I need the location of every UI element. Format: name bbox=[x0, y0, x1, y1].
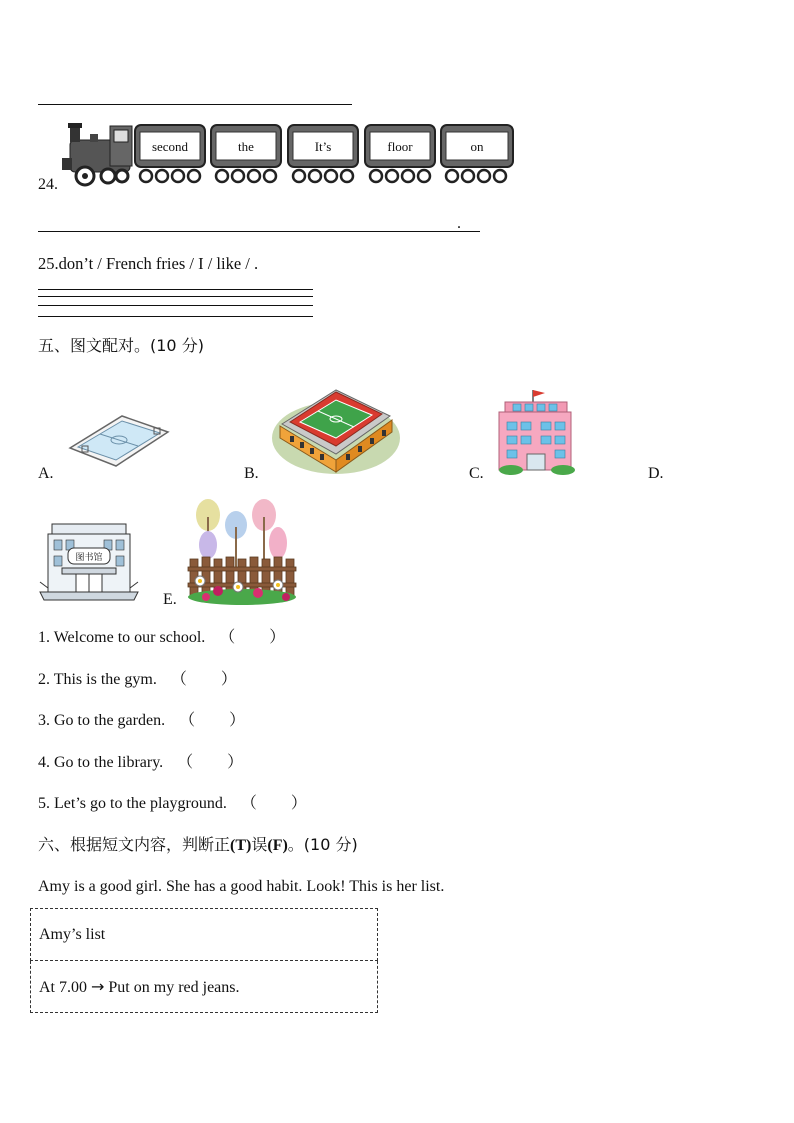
car-word-5: on bbox=[470, 139, 484, 154]
train-car-1 bbox=[135, 125, 205, 182]
locomotive-icon bbox=[62, 123, 132, 185]
matching-item-5: 5. Let’s go to the playground. （ ） bbox=[38, 795, 307, 812]
list-header: Amy’s list bbox=[31, 909, 378, 961]
right-arrow-icon: → bbox=[91, 976, 105, 996]
option-label-e: E. bbox=[163, 591, 177, 608]
question-24-number: 24. bbox=[38, 176, 58, 193]
train-car-4 bbox=[365, 125, 435, 182]
list-row-1: At 7.00 → Put on my red jeans. bbox=[31, 961, 378, 1013]
matching-item-4: 4. Go to the library. （ ） bbox=[38, 754, 244, 771]
reading-intro: Amy is a good girl. She has a good habit. Look! This is her list. bbox=[38, 878, 445, 895]
train-car-3 bbox=[288, 125, 358, 182]
library-sign: 图书馆 bbox=[75, 553, 103, 563]
train-illustration bbox=[60, 120, 520, 190]
garden-picture bbox=[186, 497, 298, 605]
stadium-picture bbox=[270, 376, 402, 478]
library-picture bbox=[38, 522, 140, 604]
option-label-a: A. bbox=[38, 465, 54, 482]
answer-line-24 bbox=[38, 231, 480, 232]
option-label-c: C. bbox=[469, 465, 484, 482]
answer-line-24-dot: . bbox=[457, 215, 461, 232]
train-car-2 bbox=[211, 125, 281, 182]
answer-line-25-c bbox=[38, 305, 313, 306]
train-car-5 bbox=[441, 125, 513, 182]
option-label-b: B. bbox=[244, 465, 259, 482]
section-6-title: 六、根据短文内容，判断正(T)误(F)。(10 分) bbox=[38, 835, 358, 854]
section-5-title: 五、图文配对。(10 分) bbox=[38, 336, 204, 355]
option-label-d: D. bbox=[648, 465, 664, 482]
car-word-1: second bbox=[151, 139, 189, 154]
school-building-picture bbox=[497, 388, 577, 476]
answer-line-25-d bbox=[38, 316, 313, 317]
playground-picture bbox=[62, 408, 172, 470]
matching-item-2: 2. This is the gym. （ ） bbox=[38, 671, 237, 688]
answer-line-25-b bbox=[38, 296, 313, 297]
answer-line-25-a bbox=[38, 289, 313, 290]
car-word-3: It’s bbox=[314, 139, 332, 154]
answer-line-23 bbox=[38, 104, 352, 105]
car-word-2: the bbox=[238, 139, 254, 154]
matching-item-1: 1. Welcome to our school. （ ） bbox=[38, 629, 286, 646]
matching-item-3: 3. Go to the garden. （ ） bbox=[38, 712, 246, 729]
question-25-text: 25.don’t / French fries / I / like / . bbox=[38, 254, 259, 273]
car-word-4: floor bbox=[387, 139, 413, 154]
amys-list-table bbox=[30, 908, 378, 1013]
